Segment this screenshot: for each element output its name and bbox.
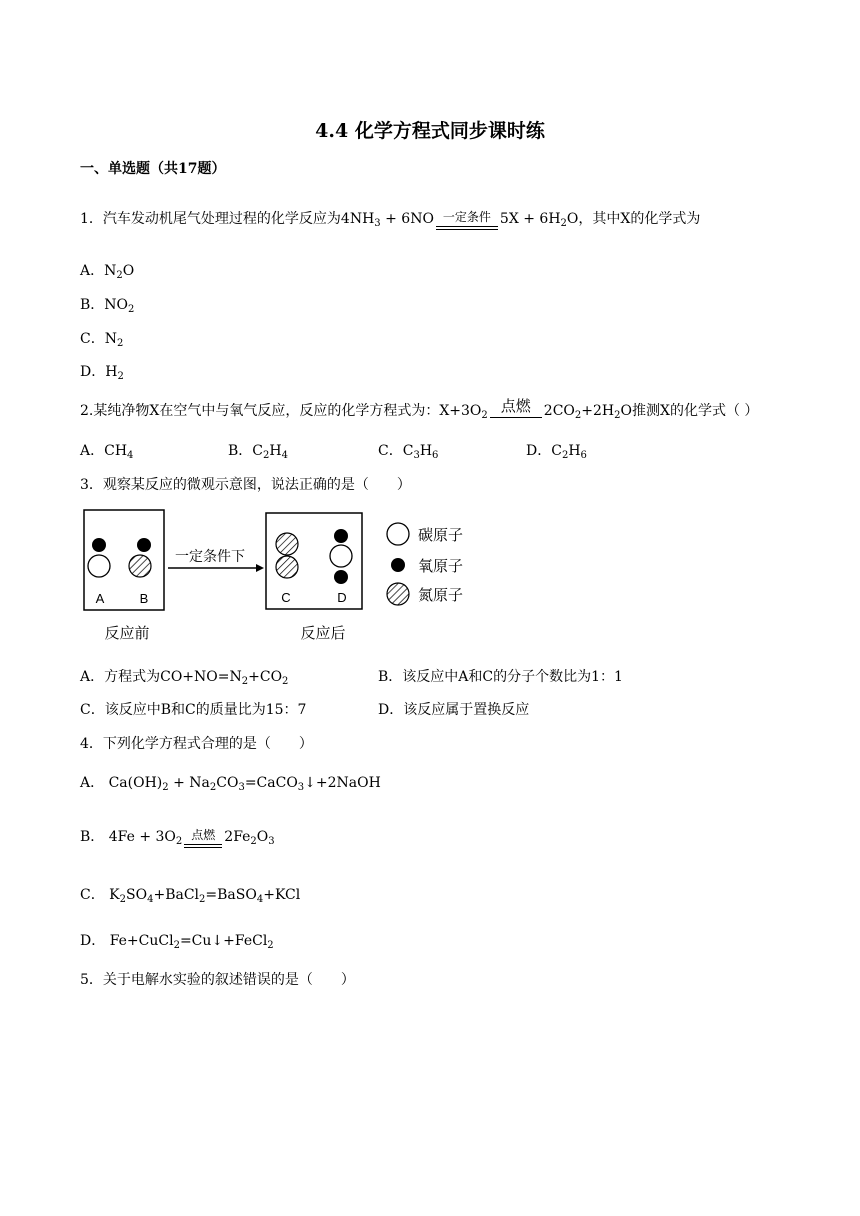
label-b: B [139, 591, 149, 606]
molecule-d-oxygen-1 [334, 529, 348, 543]
question-2-option-c[interactable]: C．$C_3H_6$ [378, 443, 439, 461]
molecule-d-oxygen-2 [334, 570, 348, 584]
label-c: C [281, 590, 291, 605]
molecule-d-carbon [330, 545, 352, 567]
question-4-option-a[interactable]: A． $Ca(OH)_2$ + $Na_2CO_3=CaCO_3↓+2NaOH$ [80, 775, 381, 793]
question-1-option-a[interactable]: A．$N_2O$ [80, 263, 135, 281]
question-4-option-c[interactable]: C． $K_2SO_4+BaCl_2=BaSO_4+KCl$ [80, 887, 301, 905]
reaction-condition: 点燃 [490, 404, 542, 418]
label-a: A [95, 591, 105, 606]
reaction-condition: 点燃 [184, 831, 222, 848]
question-1-option-c[interactable]: C．$N_2$ [80, 331, 124, 349]
arrow-label: 一定条件下 [175, 549, 245, 565]
label-before: 反应前 [104, 624, 150, 642]
question-4-option-b[interactable]: B． $4Fe + 3O_2$ 点燃 $2Fe_2O_3$ [80, 828, 275, 847]
legend-oxygen-icon [391, 558, 405, 572]
legend-oxygen: 氧原子 [418, 557, 464, 575]
molecule-b-nitrogen [129, 555, 151, 577]
question-3-option-a[interactable]: A．方程式为$CO+NO=N_2+CO_2$ [80, 669, 289, 687]
question-3-option-b[interactable]: B．该反应中A和C的分子个数比为1：1 [378, 669, 623, 685]
question-3-stem: 3．观察某反应的微观示意图，说法正确的是（ ） [80, 477, 411, 493]
question-2-option-a[interactable]: A．$CH_4$ [80, 443, 134, 461]
question-4-option-d[interactable]: D． Fe+CuCl$_2$=Cu↓+FeCl$_2$ [80, 933, 274, 951]
molecule-c-nitrogen-1 [276, 533, 298, 555]
reaction-condition: 一定条件 [436, 213, 498, 230]
section-heading: 一、单选题（共17题） [80, 161, 226, 177]
label-d: D [337, 590, 347, 605]
question-2-option-d[interactable]: D．$C_2H_6$ [526, 443, 587, 461]
legend-nitrogen: 氮原子 [418, 586, 464, 604]
question-1-option-d[interactable]: D．$H_2$ [80, 364, 124, 382]
molecule-a-carbon [88, 555, 110, 577]
question-2-option-b[interactable]: B．$C_2H_4$ [228, 443, 288, 461]
question-4-stem: 4．下列化学方程式合理的是（ ） [80, 736, 313, 752]
question-2-stem: 2.某纯净物X在空气中与氧气反应，反应的化学方程式为：$X+3O_2$ 点燃 $2CO_2+2H_2O$推测X的化学式（ ） [80, 397, 759, 421]
question-5-stem: 5．关于电解水实验的叙述错误的是（ ） [80, 972, 355, 988]
molecule-a-oxygen [92, 538, 106, 552]
question-1-option-b[interactable]: B．$NO_2$ [80, 297, 135, 315]
legend-carbon-icon [387, 523, 409, 545]
arrow-head-icon [256, 564, 264, 572]
legend-nitrogen-icon [387, 583, 409, 605]
question-1-stem: 1．汽车发动机尾气处理过程的化学反应为$4NH_3 + 6NO$ 一定条件 $5X + 6H_2O$，其中X的化学式为 [80, 210, 701, 229]
reaction-diagram [80, 505, 480, 647]
label-after: 反应后 [300, 624, 346, 642]
question-3-option-d[interactable]: D．该反应属于置换反应 [378, 702, 530, 718]
question-3-option-c[interactable]: C．该反应中B和C的质量比为15：7 [80, 702, 307, 718]
molecule-c-nitrogen-2 [276, 556, 298, 578]
molecule-b-oxygen [137, 538, 151, 552]
page-title: 4.4 化学方程式同步课时练 [315, 120, 545, 142]
legend-carbon: 碳原子 [418, 526, 464, 544]
